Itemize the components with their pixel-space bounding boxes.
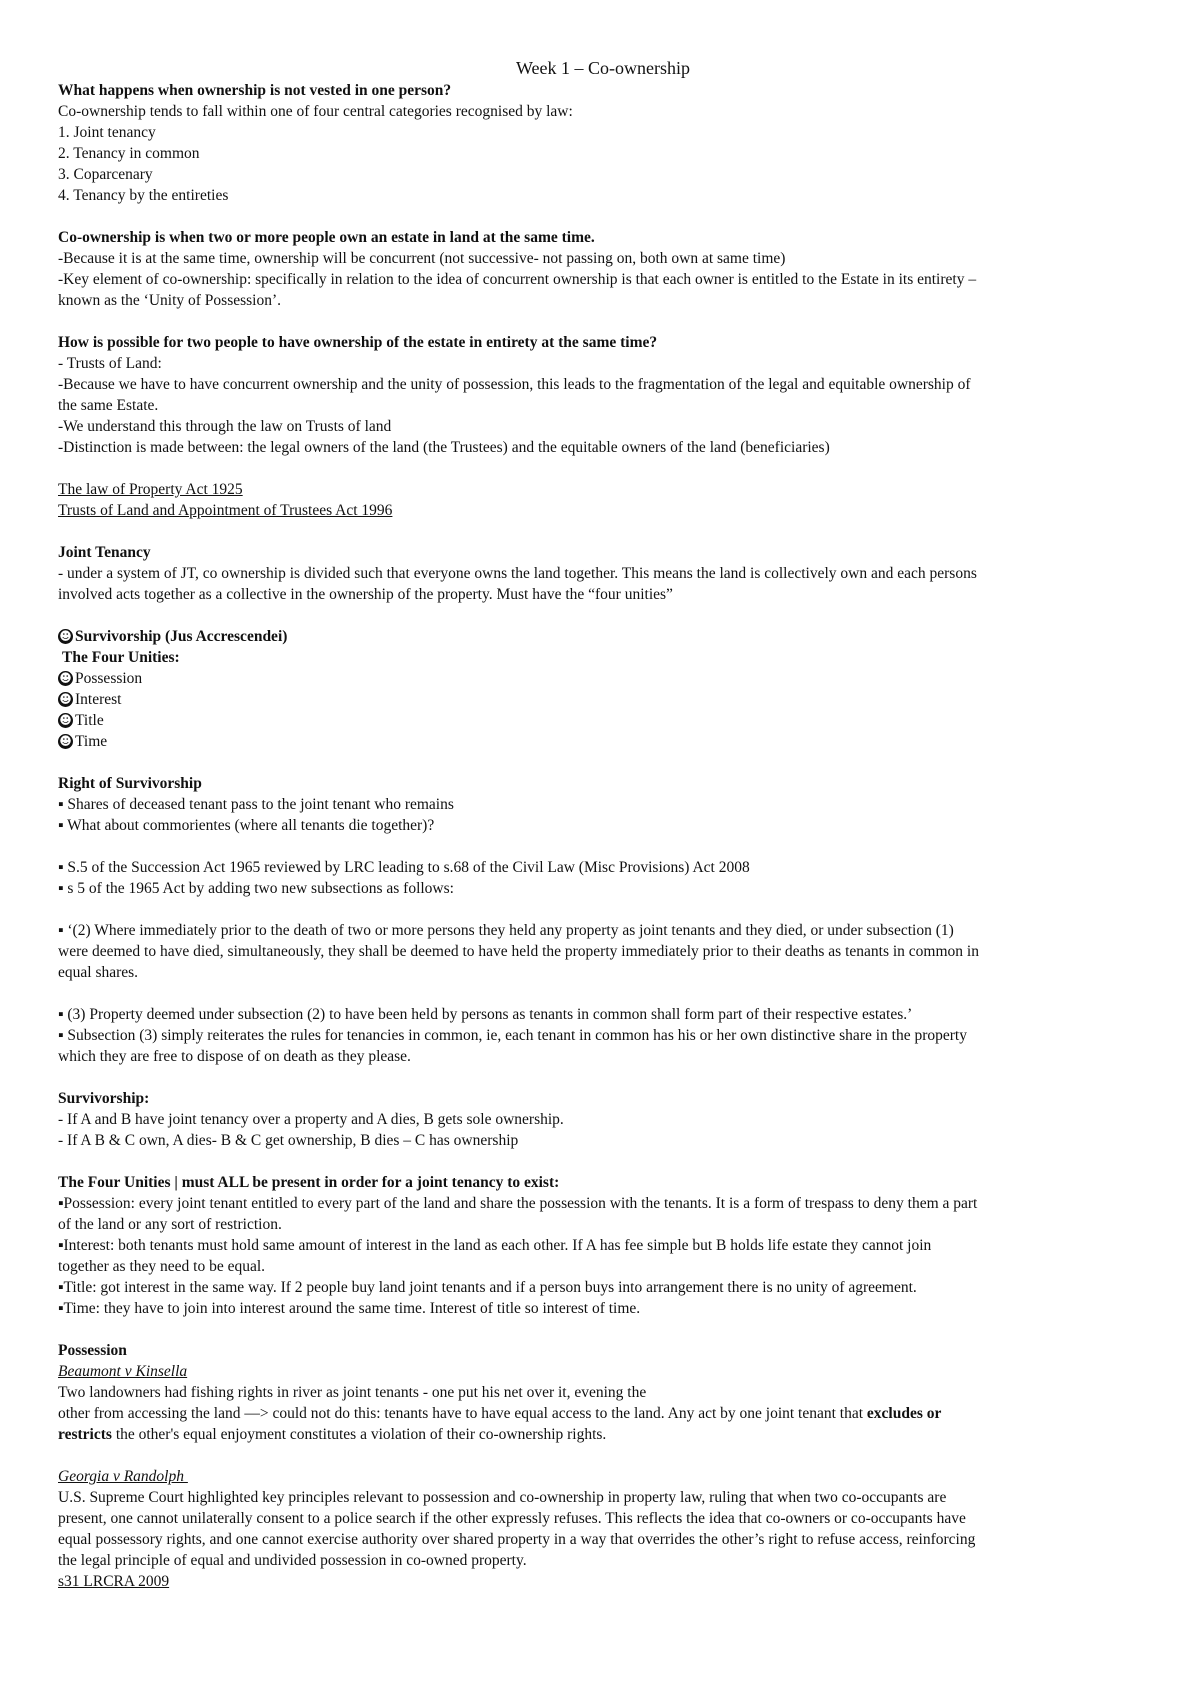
bullet-line: ▪ Shares of deceased tenant pass to the joint tenant who remains [58, 796, 454, 813]
section-heading: The Four Unities | must ALL be present in order for a joint tenancy to exist: [58, 1174, 560, 1191]
subheading: The Four Unities: [62, 649, 180, 666]
section-heading: Survivorship: [58, 1090, 150, 1107]
list-item: 1. Joint tenancy [58, 124, 156, 141]
paragraph-line: involved acts together as a collective in the ownership of the property. Must have the “four unities” [58, 586, 673, 603]
smiley-icon: ☻ [59, 713, 72, 727]
paragraph-line: Two landowners had fishing rights in river as joint tenants - one put his net over it, evening the [58, 1384, 647, 1401]
paragraph-line: were deemed to have died, simultaneously, they shall be deemed to have held the property immediately prior to their deaths as tenants in common in [58, 943, 979, 960]
paragraph-line: Co-ownership tends to fall within one of four central categories recognised by law: [58, 103, 573, 120]
section-heading: Possession [58, 1342, 127, 1359]
paragraph-line: - Trusts of Land: [58, 355, 162, 372]
list-item [58, 689, 1148, 710]
section-heading: What happens when ownership is not vested in one person? [58, 82, 452, 99]
bullet-line: ▪Title: got interest in the same way. If 2 people buy land joint tenants and if a person buys into arrangement there is no unity of agreement. [58, 1279, 917, 1296]
statute-reference: Trusts of Land and Appointment of Trustees Act 1996 [58, 502, 393, 519]
paragraph-line: together as they need to be equal. [58, 1258, 266, 1275]
paragraph-line: -We understand this through the law on Trusts of land [58, 418, 392, 435]
paragraph-line: present, one cannot unilaterally consent to a police search if the other expressly refuses. This reflects the idea that co-owners or co-occupants have [58, 1510, 966, 1527]
bullet-line: ▪Time: they have to join into interest around the same time. Interest of title so interest of time. [58, 1300, 641, 1317]
bullet-line: ▪ s 5 of the 1965 Act by adding two new subsections as follows: [58, 880, 454, 897]
smiley-icon: ☻ [59, 629, 72, 643]
section-heading: Joint Tenancy [58, 544, 151, 561]
paragraph-line: the legal principle of equal and undivided possession in co-owned property. [58, 1552, 527, 1569]
smiley-icon: ☻ [59, 734, 72, 748]
section-heading [58, 626, 1148, 647]
paragraph-line: -Key element of co-ownership: specifically in relation to the idea of concurrent ownership is that each owner is entitled to the Estate in its entirety – [58, 271, 977, 288]
paragraph-line: - under a system of JT, co ownership is divided such that everyone owns the land together. This means the land is collectively own and each persons [58, 565, 977, 582]
text-run: the other's equal enjoyment constitutes a violation of their co-ownership rights. [111, 1426, 607, 1443]
paragraph-line: U.S. Supreme Court highlighted key principles relevant to possession and co-ownership in property law, ruling that when two co-occupants are [58, 1489, 947, 1506]
emphasis-text: restricts [58, 1426, 112, 1443]
bullet-line: ▪ S.5 of the Succession Act 1965 reviewed by LRC leading to s.68 of the Civil Law (Misc Provisions) Act 2008 [58, 859, 750, 876]
list-item: 4. Tenancy by the entireties [58, 187, 229, 204]
section-heading: Co-ownership is when two or more people own an estate in land at the same time. [58, 229, 595, 246]
page-title: Week 1 – Co-ownership [515, 58, 690, 78]
paragraph-line [58, 1424, 1148, 1445]
paragraph-line: equal shares. [58, 964, 139, 981]
smiley-icon: ☻ [59, 671, 72, 685]
list-item-label: Possession [75, 670, 143, 687]
paragraph-line: - If A B & C own, A dies- B & C get ownership, B dies – C has ownership [58, 1132, 519, 1149]
paragraph-line: - If A and B have joint tenancy over a property and A dies, B gets sole ownership. [58, 1111, 564, 1128]
paragraph-line: -Distinction is made between: the legal owners of the land (the Trustees) and the equitable owners of the land (beneficiaries) [58, 439, 830, 456]
list-item-label: Time [75, 733, 108, 750]
bullet-line: ▪ Subsection (3) simply reiterates the rules for tenancies in common, ie, each tenant in common has his or her own distinctive share in the property [58, 1027, 967, 1044]
bullet-line: ▪ ‘(2) Where immediately prior to the death of two or more persons they held any property as joint tenants and they died, or under subsection (1) [58, 922, 954, 939]
section-heading: Right of Survivorship [58, 775, 202, 792]
list-item [58, 710, 1148, 731]
list-item-label: Title [75, 712, 104, 729]
paragraph-line: of the land or any sort of restriction. [58, 1216, 282, 1233]
paragraph-line: -Because we have to have concurrent ownership and the unity of possession, this leads to the fragmentation of the legal and equitable ownership of [58, 376, 971, 393]
section-heading: How is possible for two people to have ownership of the estate in entirety at the same time? [58, 334, 658, 351]
text-run: other from accessing the land —> could not do this: tenants have to have equal access to the land. Any act by one joint tenant that [58, 1405, 867, 1422]
case-name: Georgia v Randolph [58, 1468, 188, 1485]
statute-reference: The law of Property Act 1925 [58, 481, 243, 498]
case-name: Beaumont v Kinsella [58, 1363, 188, 1380]
paragraph-line: -Because it is at the same time, ownership will be concurrent (not successive- not passing on, both own at same time) [58, 250, 786, 267]
paragraph-line [58, 1403, 1148, 1424]
list-item [58, 668, 1148, 689]
smiley-icon: ☻ [59, 692, 72, 706]
paragraph-line: known as the ‘Unity of Possession’. [58, 292, 282, 309]
statute-reference: s31 LRCRA 2009 [58, 1573, 170, 1590]
bullet-line: ▪ What about commorientes (where all tenants die together)? [58, 817, 435, 834]
list-item: 2. Tenancy in common [58, 145, 200, 162]
emphasis-text: excludes or [866, 1405, 942, 1422]
bullet-line: ▪ (3) Property deemed under subsection (2) to have been held by persons as tenants in common shall form part of their respective estates.’ [58, 1006, 913, 1023]
paragraph-line: the same Estate. [58, 397, 159, 414]
list-item: 3. Coparcenary [58, 166, 153, 183]
paragraph-line: which they are free to dispose of on death as they please. [58, 1048, 411, 1065]
bullet-line: ▪Possession: every joint tenant entitled to every part of the land and share the possession with the tenants. It is a form of trespass to deny them a part [58, 1195, 978, 1212]
heading-text: Survivorship (Jus Accrescendei) [75, 628, 288, 645]
bullet-line: ▪Interest: both tenants must hold same amount of interest in the land as each other. If A has fee simple but B holds life estate they cannot join [58, 1237, 932, 1254]
list-item-label: Interest [75, 691, 122, 708]
list-item [58, 731, 1148, 752]
document-page [58, 56, 1148, 1592]
paragraph-line: equal possessory rights, and one cannot exercise authority over shared property in a way that overrides the other’s right to refuse access, reinforcing [58, 1531, 976, 1548]
